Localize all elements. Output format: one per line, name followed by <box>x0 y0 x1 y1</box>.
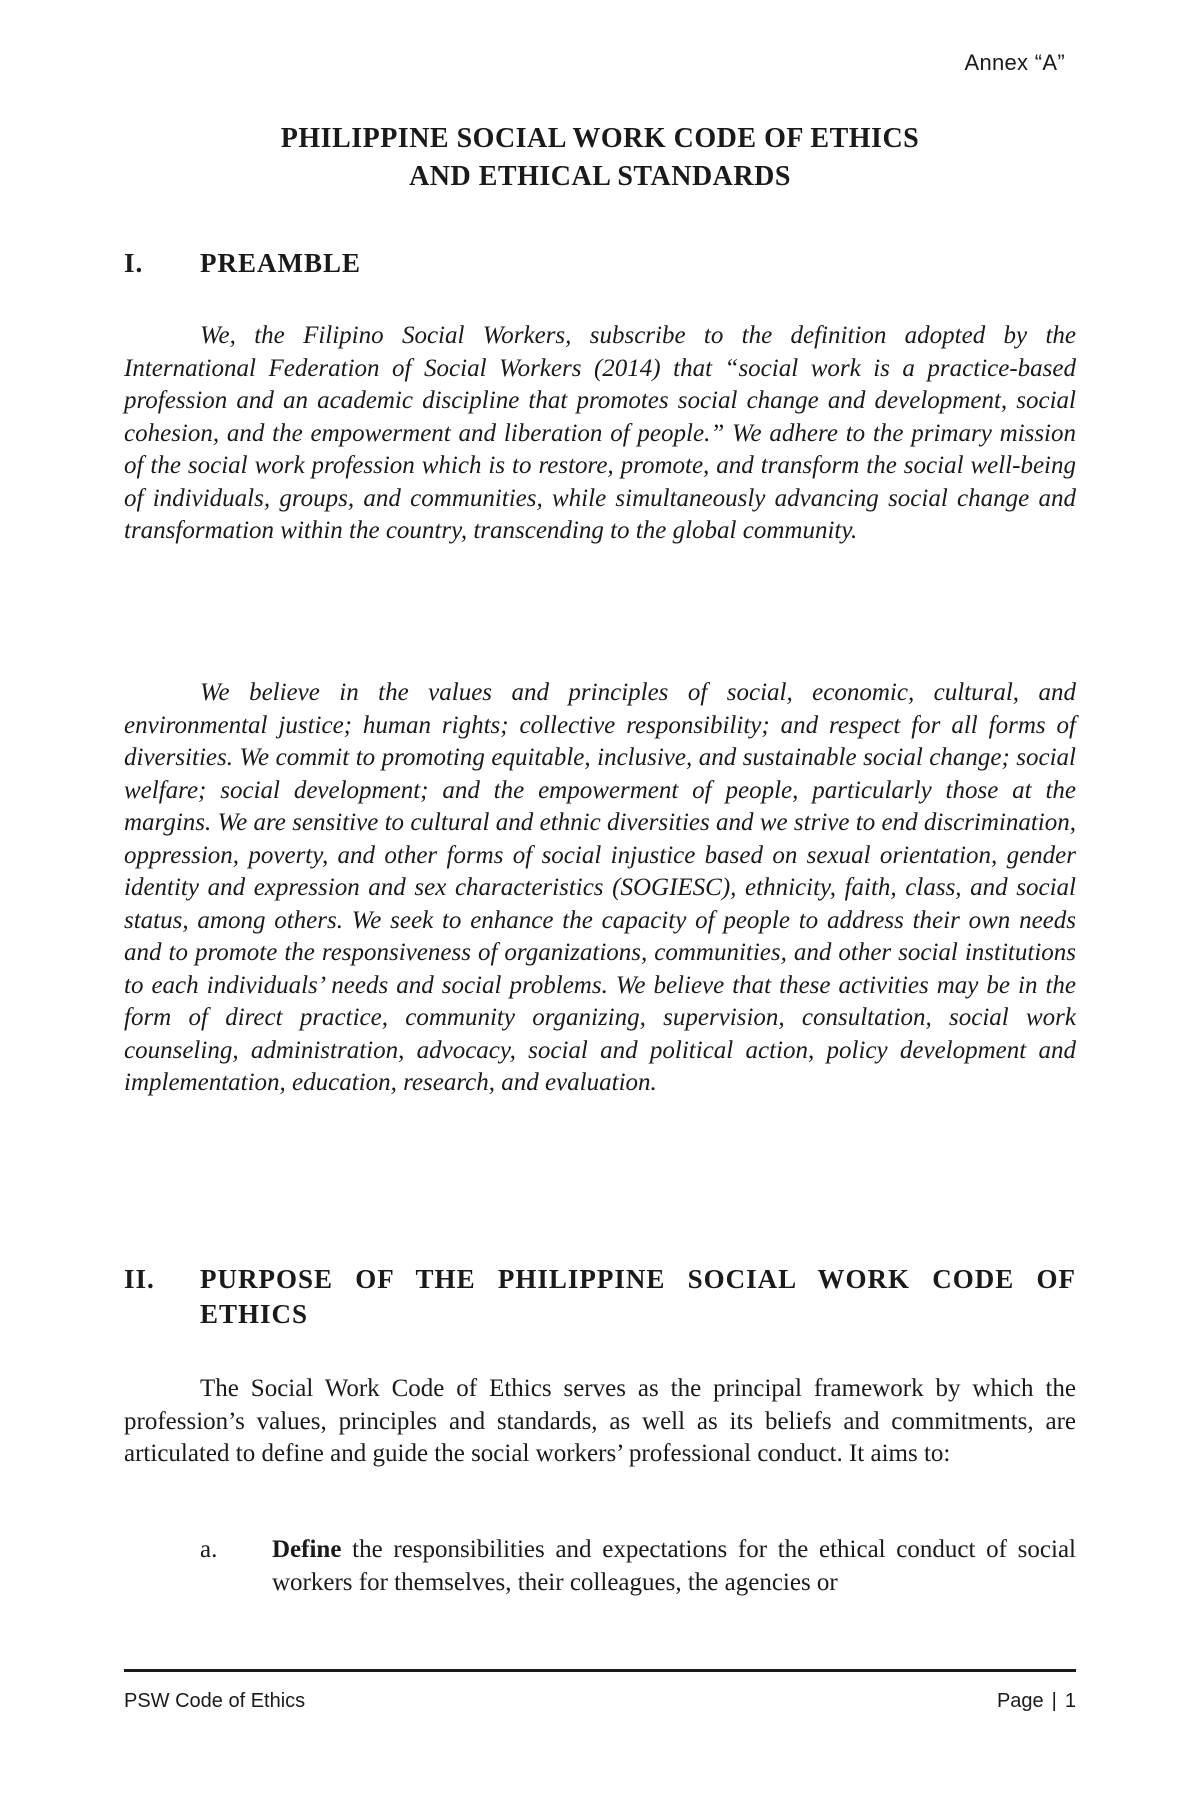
section-heading-preamble <box>124 246 1076 281</box>
list-item-text: the responsibilities and expectations for the ethical conduct of social workers for themselves, their colleagues, the agencies or <box>272 1536 1076 1596</box>
page-label: Page <box>996 1690 1044 1712</box>
footer-page-indicator <box>997 1690 1076 1713</box>
page-number: 1 <box>1064 1690 1076 1712</box>
list-item-body <box>272 1534 1076 1599</box>
list-marker: a. <box>200 1536 218 1563</box>
preamble-paragraph-2: We believe in the values and principles of social, economic, cultural, and environmental justice; human rights; collective responsibility; and respect for all forms of diversities. We commit to promoting equitable, inclusive, and sustainable social change; social welfare; social development; and the empowerment of people, particularly those at the margins. We are sensitive to cultural and ethnic diversities and we strive to end discrimination, oppression, poverty, and other forms of social injustice based on sexual orientation, gender identity and expression and sex characteristics (SOGIESC), ethnicity, faith, class, and social status, among others. We seek to enhance the capacity of people to address their own needs and to promote the responsiveness of organizations, communities, and other social institutions to each individuals’ needs and social problems. We believe that these activities may be in the form of direct practice, community organizing, supervision, consultation, social work counseling, administration, advocacy, social and political action, policy development and implementation, education, research, and evaluation. <box>124 679 1076 1096</box>
document-title-line-1: PHILIPPINE SOCIAL WORK CODE OF ETHICS <box>280 123 920 154</box>
document-title-line-2: AND ETHICAL STANDARDS <box>409 161 791 192</box>
section-number: I. <box>124 248 144 278</box>
preamble-paragraph-1: We, the Filipino Social Workers, subscribe to the definition adopted by the International Federation of Social Workers (2014) that “social work is a practice-based profession and an academic discipline that promotes social change and development, social cohesion, and the empowerment and liberation of people.” We adhere to the primary mission of the social work profession which is to restore, promote, and transform the social well-being of individuals, groups, and communities, while simultaneously advancing social change and transformation within the country, transcending to the global community. <box>124 322 1076 544</box>
list-item-lead: Define <box>272 1536 342 1563</box>
annex-label: Annex “A” <box>964 50 1065 75</box>
footer-document-name: PSW Code of Ethics <box>124 1690 306 1712</box>
page-separator: | <box>1051 1690 1057 1712</box>
document-title <box>0 120 1200 196</box>
section-title: PREAMBLE <box>200 248 362 278</box>
section-number: II. <box>124 1264 155 1294</box>
section-heading-purpose <box>124 1262 1076 1332</box>
list-item <box>200 1534 1076 1599</box>
footer-divider <box>124 1669 1076 1672</box>
section-title: PURPOSE OF THE PHILIPPINE SOCIAL WORK CODE OF ETHICS <box>200 1264 1076 1329</box>
purpose-paragraph: The Social Work Code of Ethics serves as the principal framework by which the profession’s values, principles and standards, as well as its beliefs and commitments, are articulated to define and guide the social workers’ professional conduct. It aims to: <box>124 1375 1076 1467</box>
